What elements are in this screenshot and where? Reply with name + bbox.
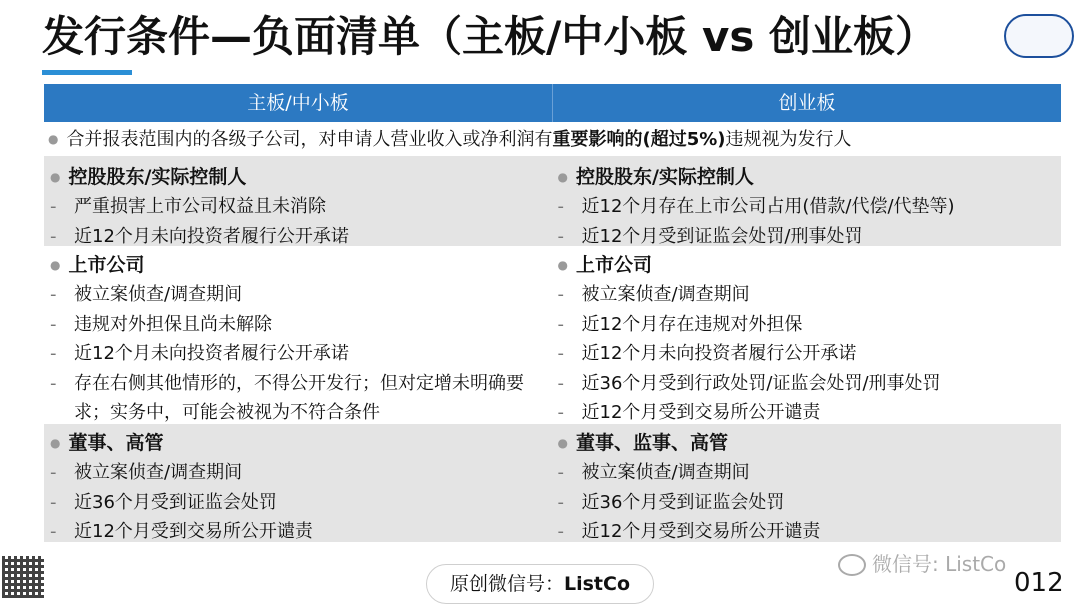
section-heading: ● 上市公司	[50, 254, 145, 276]
merged-bold: 重要影响的(超过5%)	[552, 129, 726, 150]
source-badge	[426, 564, 654, 604]
section-heading: ● 控股股东/实际控制人	[557, 166, 754, 188]
list-item: - 违规对外担保且尚未解除	[50, 313, 272, 335]
circle-bullet-icon: ●	[48, 132, 59, 146]
merged-row	[44, 122, 1061, 156]
merged-prefix: 合并报表范围内的各级子公司，对申请人营业收入或净利润有	[66, 129, 553, 150]
wechat-id: 微信号: ListCo	[872, 552, 1007, 576]
circle-bullet-icon: ●	[50, 170, 61, 184]
cell-left	[44, 424, 554, 542]
list-item: - 近12个月存在违规对外担保	[557, 313, 803, 335]
section-heading: ● 控股股东/实际控制人	[50, 166, 247, 188]
merged-suffix: 违规视为发行人	[725, 129, 852, 150]
page-title: 发行条件—负面清单（主板/中小板 vs 创业板）	[42, 12, 937, 61]
list-item: - 近12个月受到交易所公开谴责	[557, 521, 821, 543]
table-row	[44, 424, 1061, 542]
list-item: - 被立案侦查/调查期间	[50, 284, 243, 305]
list-item: - 存在右侧其他情形的，不得公开发行；但对定增未明确要求；实务中，可能会被视为不符合条件	[50, 372, 524, 424]
list-item: - 被立案侦查/调查期间	[50, 462, 243, 483]
list-item: - 近12个月受到交易所公开谴责	[50, 521, 313, 543]
title-underline	[42, 70, 132, 75]
wechat-icon	[838, 554, 866, 576]
list-item: - 近12个月未向投资者履行公开承诺	[50, 225, 349, 247]
list-item: - 严重损害上市公司权益且未消除	[50, 196, 326, 217]
table-row	[44, 156, 1061, 246]
wechat-watermark	[838, 548, 1006, 577]
circle-bullet-icon: ●	[557, 170, 568, 184]
cell-right	[554, 158, 1062, 246]
list-item: - 被立案侦查/调查期间	[557, 462, 750, 483]
list-item: - 近12个月未向投资者履行公开承诺	[50, 343, 349, 365]
comparison-table	[44, 84, 1061, 542]
section-heading: ● 上市公司	[557, 254, 652, 276]
list-item: - 近12个月受到交易所公开谴责	[557, 402, 821, 424]
header-chinext: 创业板	[552, 84, 1061, 122]
list-item: - 近12个月未向投资者履行公开承诺	[557, 343, 857, 365]
cell-right	[554, 246, 1062, 424]
circle-bullet-icon: ●	[557, 436, 568, 450]
table-header	[44, 84, 1061, 122]
section-heading: ● 董事、高管	[50, 432, 164, 454]
circle-bullet-icon: ●	[50, 436, 61, 450]
page-number: 012	[1014, 568, 1064, 598]
section-heading: ● 董事、监事、高管	[557, 432, 728, 454]
cell-right	[554, 424, 1062, 542]
list-item: - 近12个月受到证监会处罚/刑事处罚	[557, 225, 863, 247]
list-item: - 近12个月存在上市公司占用(借款/代偿/代垫等)	[557, 196, 955, 217]
qr-code-icon	[2, 556, 44, 598]
list-item: - 近36个月受到行政处罚/证监会处罚/刑事处罚	[557, 372, 941, 394]
cell-left	[44, 158, 554, 246]
circle-bullet-icon: ●	[557, 258, 568, 272]
cell-left	[44, 246, 554, 424]
header-main-board: 主板/中小板	[247, 92, 349, 114]
list-item: - 被立案侦查/调查期间	[557, 284, 750, 305]
table-row	[44, 246, 1061, 424]
listco-logo	[1004, 14, 1074, 58]
list-item: - 近36个月受到证监会处罚	[50, 491, 277, 513]
circle-bullet-icon: ●	[50, 258, 61, 272]
source-name: ListCo	[564, 573, 631, 595]
list-item: - 近36个月受到证监会处罚	[557, 491, 785, 513]
source-label: 原创微信号：	[449, 573, 564, 595]
